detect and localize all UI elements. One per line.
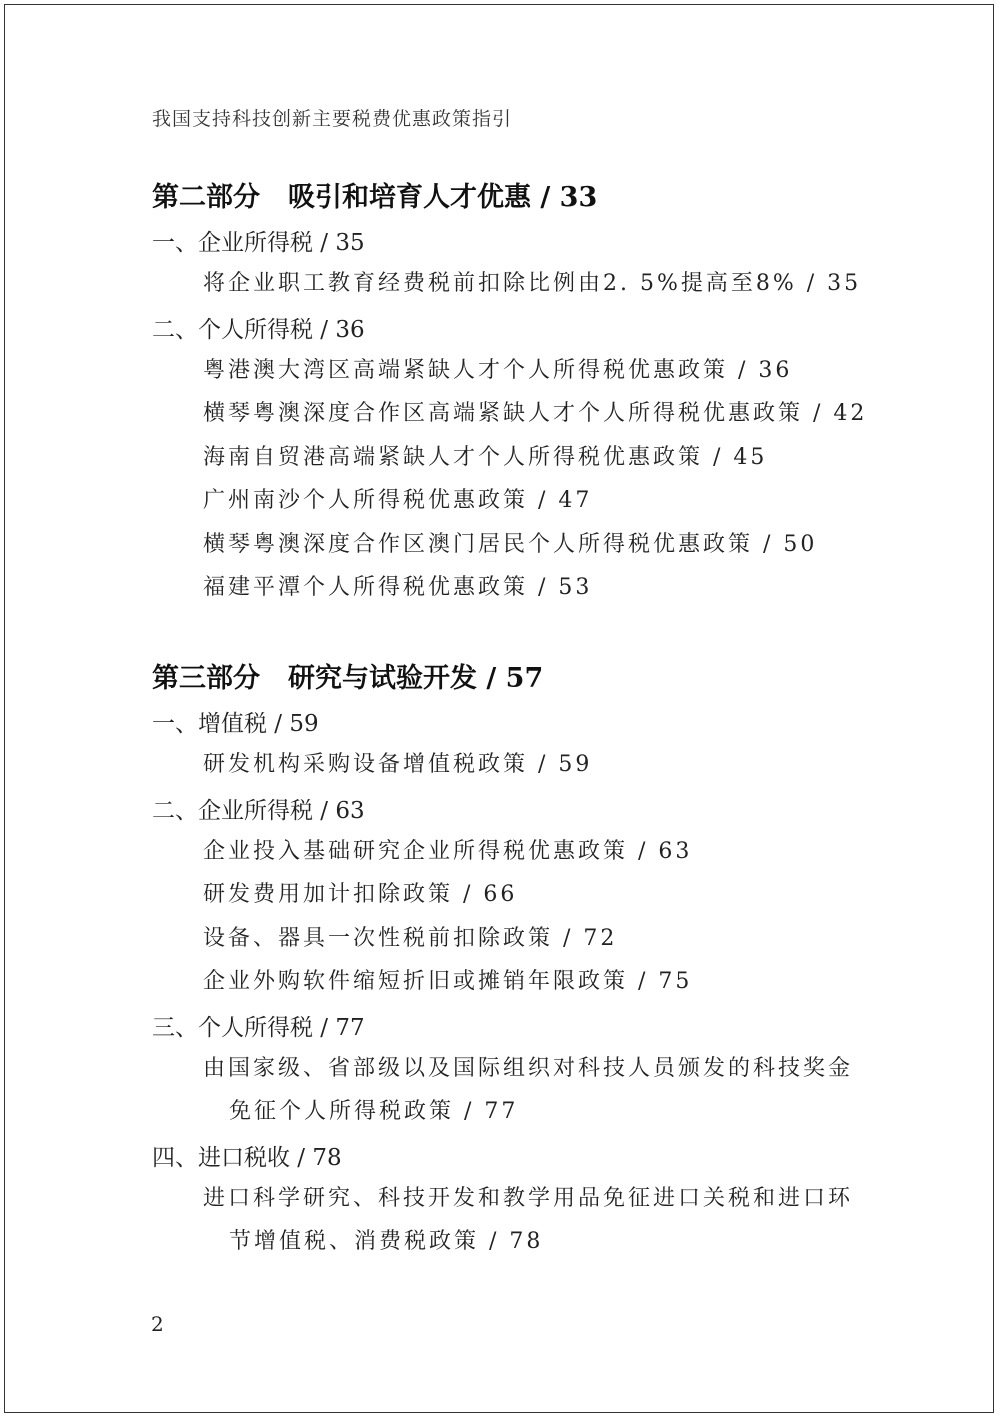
running-header: 我国支持科技创新主要税费优惠政策指引 bbox=[152, 108, 513, 130]
part-heading-3[interactable] bbox=[152, 656, 543, 695]
toc-entry[interactable]: 将企业职工教育经费税前扣除比例由2. 5%提高至8% / 35 bbox=[203, 271, 862, 296]
toc-entry[interactable]: 研发费用加计扣除政策 / 66 bbox=[203, 882, 518, 907]
part-label: 第三部分 bbox=[152, 663, 260, 694]
toc-entry[interactable]: 福建平潭个人所得税优惠政策 / 53 bbox=[203, 575, 593, 600]
toc-entry[interactable]: 粤港澳大湾区高端紧缺人才个人所得税优惠政策 / 36 bbox=[203, 358, 793, 383]
toc-section[interactable]: 四、进口税收 / 78 bbox=[152, 1145, 342, 1171]
toc-entry[interactable]: 研发机构采购设备增值税政策 / 59 bbox=[203, 752, 593, 777]
page-number: 2 bbox=[151, 1312, 164, 1336]
toc-entry-continued[interactable]: 节增值税、消费税政策 / 78 bbox=[229, 1229, 544, 1254]
toc-entry[interactable]: 广州南沙个人所得税优惠政策 / 47 bbox=[203, 488, 593, 513]
toc-section[interactable]: 二、个人所得税 / 36 bbox=[152, 317, 365, 343]
part-heading-2[interactable] bbox=[152, 175, 597, 214]
toc-entry[interactable]: 设备、器具一次性税前扣除政策 / 72 bbox=[203, 926, 618, 951]
toc-section[interactable]: 一、增值税 / 59 bbox=[152, 711, 319, 737]
toc-section[interactable]: 一、企业所得税 / 35 bbox=[152, 230, 365, 256]
part-title: 研究与试验开发 bbox=[288, 663, 477, 694]
toc-entry[interactable]: 由国家级、省部级以及国际组织对科技人员颁发的科技奖金 bbox=[203, 1056, 854, 1081]
toc-entry[interactable]: 海南自贸港高端紧缺人才个人所得税优惠政策 / 45 bbox=[203, 445, 768, 470]
toc-entry[interactable]: 企业投入基础研究企业所得税优惠政策 / 63 bbox=[203, 839, 693, 864]
toc-section[interactable]: 三、个人所得税 / 77 bbox=[152, 1015, 365, 1041]
part-page: / 33 bbox=[540, 182, 598, 213]
part-label: 第二部分 bbox=[152, 182, 260, 213]
toc-entry-continued[interactable]: 免征个人所得税政策 / 77 bbox=[229, 1099, 519, 1124]
part-page: / 57 bbox=[486, 663, 544, 694]
toc-entry[interactable]: 进口科学研究、科技开发和教学用品免征进口关税和进口环 bbox=[203, 1186, 854, 1211]
toc-entry[interactable]: 横琴粤澳深度合作区高端紧缺人才个人所得税优惠政策 / 42 bbox=[203, 401, 868, 426]
toc-entry[interactable]: 横琴粤澳深度合作区澳门居民个人所得税优惠政策 / 50 bbox=[203, 532, 818, 557]
toc-section[interactable]: 二、企业所得税 / 63 bbox=[152, 798, 365, 824]
part-title: 吸引和培育人才优惠 bbox=[288, 182, 531, 213]
toc-entry[interactable]: 企业外购软件缩短折旧或摊销年限政策 / 75 bbox=[203, 969, 693, 994]
